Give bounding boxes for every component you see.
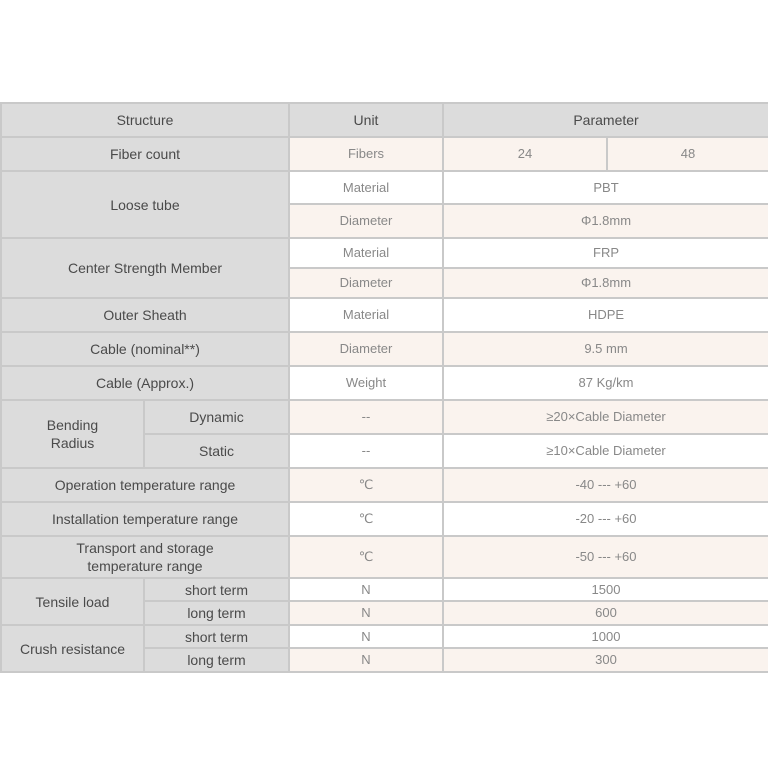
operation-temp-label: Operation temperature range xyxy=(1,468,289,502)
installation-temp-label: Installation temperature range xyxy=(1,502,289,536)
loose-tube-material-value: PBT xyxy=(443,171,768,204)
tensile-short-label: short term xyxy=(144,578,289,601)
outer-sheath-label: Outer Sheath xyxy=(1,298,289,332)
crush-short-row xyxy=(1,625,768,648)
fiber-count-value-48: 48 xyxy=(607,137,768,171)
bending-radius-label xyxy=(1,400,144,468)
header-parameter: Parameter xyxy=(443,103,768,137)
tensile-short-value: 1500 xyxy=(443,578,768,601)
operation-temp-unit: ℃ xyxy=(289,468,443,502)
csm-material-unit: Material xyxy=(289,238,443,268)
tensile-short-unit: N xyxy=(289,578,443,601)
tensile-long-unit: N xyxy=(289,601,443,625)
fiber-count-value-24: 24 xyxy=(443,137,607,171)
csm-material-row xyxy=(1,238,768,268)
installation-temp-row xyxy=(1,502,768,536)
fiber-count-unit: Fibers xyxy=(289,137,443,171)
loose-tube-material-unit: Material xyxy=(289,171,443,204)
outer-sheath-row xyxy=(1,298,768,332)
cable-nominal-unit: Diameter xyxy=(289,332,443,366)
crush-long-value: 300 xyxy=(443,648,768,672)
fiber-count-row xyxy=(1,137,768,171)
csm-label: Center Strength Member xyxy=(1,238,289,298)
loose-tube-diameter-unit: Diameter xyxy=(289,204,443,238)
cable-nominal-label: Cable (nominal**) xyxy=(1,332,289,366)
installation-temp-value: -20 --- +60 xyxy=(443,502,768,536)
csm-material-value: FRP xyxy=(443,238,768,268)
tensile-long-value: 600 xyxy=(443,601,768,625)
bending-dynamic-label: Dynamic xyxy=(144,400,289,434)
loose-tube-diameter-value: Φ1.8mm xyxy=(443,204,768,238)
bending-radius-label-line2: Radius xyxy=(50,435,95,451)
transport-temp-label-line2: temperature range xyxy=(87,558,203,574)
bending-dynamic-unit: -- xyxy=(289,400,443,434)
crush-short-value: 1000 xyxy=(443,625,768,648)
cable-nominal-value: 9.5 mm xyxy=(443,332,768,366)
cable-nominal-row xyxy=(1,332,768,366)
transport-temp-unit: ℃ xyxy=(289,536,443,578)
bending-dynamic-value: ≥20×Cable Diameter xyxy=(443,400,768,434)
outer-sheath-value: HDPE xyxy=(443,298,768,332)
bending-dynamic-row xyxy=(1,400,768,434)
fiber-count-label: Fiber count xyxy=(1,137,289,171)
crush-long-label: long term xyxy=(144,648,289,672)
bending-static-unit: -- xyxy=(289,434,443,468)
cable-approx-row xyxy=(1,366,768,400)
crush-short-unit: N xyxy=(289,625,443,648)
bending-static-value: ≥10×Cable Diameter xyxy=(443,434,768,468)
outer-sheath-unit: Material xyxy=(289,298,443,332)
transport-temp-value: -50 --- +60 xyxy=(443,536,768,578)
tensile-long-label: long term xyxy=(144,601,289,625)
header-row xyxy=(1,103,768,137)
header-structure: Structure xyxy=(1,103,289,137)
crush-short-label: short term xyxy=(144,625,289,648)
tensile-load-label: Tensile load xyxy=(1,578,144,625)
operation-temp-value: -40 --- +60 xyxy=(443,468,768,502)
cable-specification-table xyxy=(0,102,768,673)
bending-static-label: Static xyxy=(144,434,289,468)
installation-temp-unit: ℃ xyxy=(289,502,443,536)
tensile-short-row xyxy=(1,578,768,601)
header-unit: Unit xyxy=(289,103,443,137)
loose-tube-material-row xyxy=(1,171,768,204)
csm-diameter-unit: Diameter xyxy=(289,268,443,298)
crush-long-unit: N xyxy=(289,648,443,672)
cable-approx-unit: Weight xyxy=(289,366,443,400)
cable-approx-value: 87 Kg/km xyxy=(443,366,768,400)
bending-radius-label-line1: Bending xyxy=(46,417,99,433)
cable-approx-label: Cable (Approx.) xyxy=(1,366,289,400)
transport-temp-label xyxy=(1,536,289,578)
loose-tube-label: Loose tube xyxy=(1,171,289,238)
transport-temp-row xyxy=(1,536,768,578)
operation-temp-row xyxy=(1,468,768,502)
transport-temp-label-line1: Transport and storage xyxy=(76,540,214,556)
crush-resistance-label: Crush resistance xyxy=(1,625,144,672)
csm-diameter-value: Φ1.8mm xyxy=(443,268,768,298)
